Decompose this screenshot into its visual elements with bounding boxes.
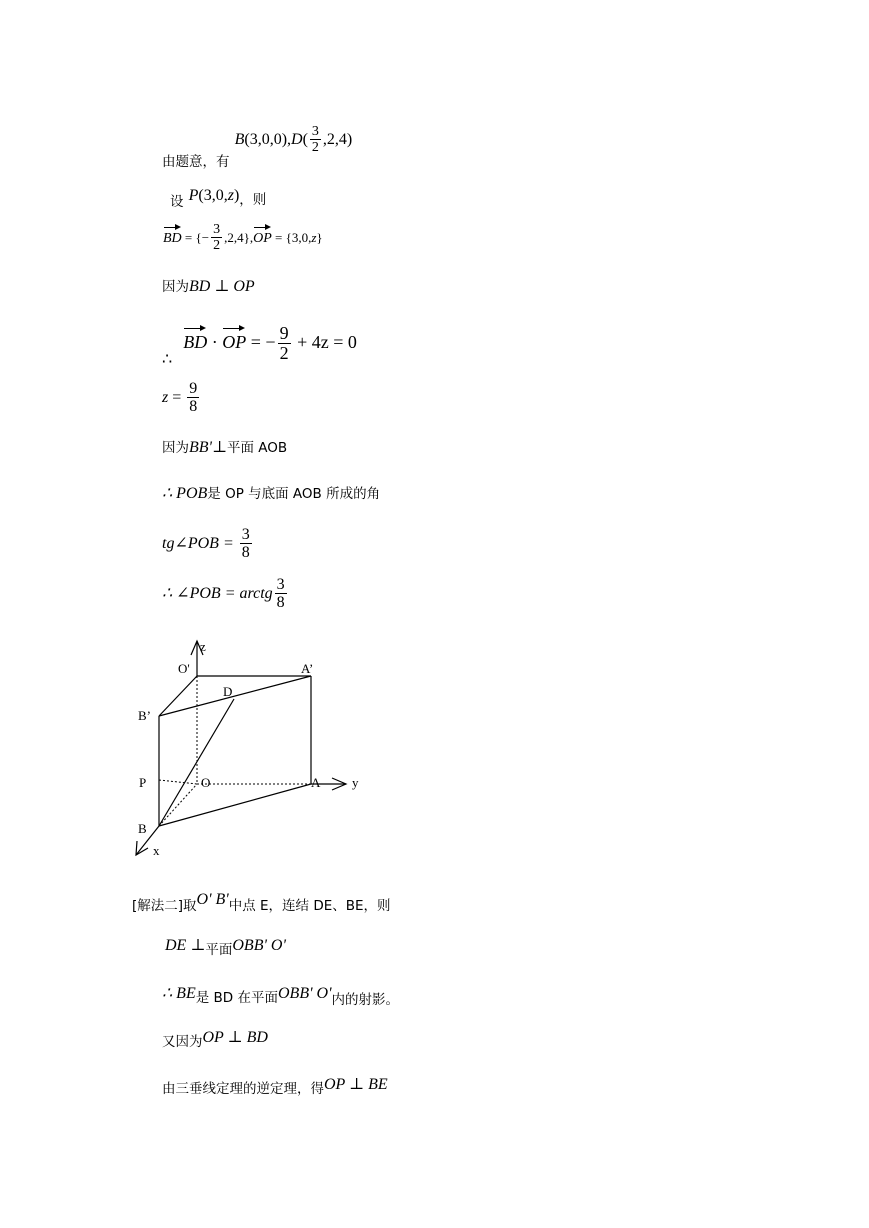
line-prefix: 由三垂线定理的逆定理，得 (162, 1081, 324, 1097)
line-suffix: 平面 AOB (227, 440, 288, 456)
therefore-sign: ∴ (162, 351, 173, 368)
line-prefix: 因为 (162, 279, 189, 295)
line-text: 平面 (205, 942, 233, 958)
label-y: y (352, 775, 359, 790)
numerator: 3 (241, 526, 250, 543)
line-text: 是 BD 在平面 (195, 990, 278, 1006)
label-o: O (201, 775, 211, 790)
line-pob-angle (162, 482, 380, 503)
math-expr: ∴ POB (162, 485, 208, 502)
fraction (278, 324, 291, 363)
line-tan (162, 526, 254, 561)
var-z: z (227, 187, 234, 204)
fraction (310, 124, 321, 155)
dot: · (207, 332, 223, 352)
denominator: 2 (213, 238, 221, 253)
line-prefix: 因为 (162, 440, 189, 456)
coords: = {3,0, (271, 230, 312, 245)
label-o-top: O' (178, 661, 190, 676)
line-dot-product (162, 323, 357, 368)
paren: ) (233, 187, 240, 204)
numerator: 9 (279, 323, 289, 343)
line-vectors (163, 222, 323, 253)
label-z: z (200, 639, 206, 654)
vector-op: OP (222, 325, 246, 353)
label-p: P (139, 775, 147, 790)
math-expr: DE ⊥ (165, 937, 206, 954)
hidden-edge-b-o (159, 784, 197, 826)
denominator: 8 (189, 398, 198, 415)
numerator: 3 (213, 222, 221, 237)
fraction (211, 222, 222, 253)
point-d-rest: ,2,4) (322, 131, 353, 148)
fraction (187, 380, 199, 415)
numerator: 9 (189, 380, 198, 397)
line-arctan (162, 576, 289, 611)
segment-bd (159, 699, 234, 826)
vector-op: OP (253, 224, 272, 247)
line-projection (162, 982, 399, 1008)
line-suffix: 是 OP 与底面 AOB 所成的角 (207, 486, 381, 502)
math-expr: OP ⊥ BD (202, 1029, 268, 1046)
line-bb-perp (162, 436, 287, 457)
fraction (275, 576, 287, 611)
label-a-top: A’ (301, 661, 314, 676)
point-d: D (291, 131, 303, 148)
line-prefix: [解法二]取 (132, 898, 197, 914)
fraction (240, 526, 252, 561)
line-de-perp (165, 934, 286, 958)
numerator: 3 (276, 576, 285, 593)
denominator: 2 (311, 140, 319, 155)
prism-figure (128, 636, 368, 866)
math-expr: ∴ ∠POB = arctg (162, 585, 273, 602)
coords: ,2,4}, (224, 230, 254, 245)
denominator: 8 (276, 594, 285, 611)
line-z-value (162, 380, 201, 415)
var-z: z (162, 389, 169, 406)
line-op-perp-bd (162, 1026, 268, 1050)
denominator: 2 (279, 343, 289, 363)
coords: (3,0, (198, 187, 228, 204)
line-suffix: 内的射影。 (331, 992, 399, 1008)
math-expr: O' B' (196, 891, 229, 908)
point-b: B (234, 131, 245, 148)
hidden-edge-p-o (159, 780, 197, 784)
equals: = − (246, 332, 276, 352)
point-p: P (188, 187, 199, 204)
vector-bd: BD (183, 325, 207, 353)
label-a: A (311, 775, 321, 790)
line-prefix: 由题意，有 (162, 154, 230, 170)
line-suffix: ，则 (239, 192, 267, 208)
line-conclusion (162, 1073, 388, 1097)
line-because-perp (162, 275, 255, 296)
math-expr: BD ⊥ OP (189, 278, 255, 295)
equals: = (168, 389, 186, 406)
line-prefix: 设 (170, 194, 184, 210)
line-suffix: 中点 E，连结 DE、BE，则 (228, 898, 391, 914)
math-expr: tg∠POB = (162, 535, 238, 552)
paren: ( (302, 131, 308, 148)
label-b: B (138, 821, 147, 836)
brace: } (316, 230, 323, 245)
line-given-points (162, 124, 353, 170)
line-prefix: 又因为 (162, 1034, 203, 1050)
edge-b-a-top (159, 676, 311, 716)
edge-b-a (159, 784, 311, 826)
label-d: D (223, 684, 233, 699)
var-z: z (311, 230, 317, 245)
vector-bd: BD (163, 224, 182, 247)
label-b-top: B’ (138, 708, 151, 723)
edge-o-b-top (159, 676, 197, 716)
equals: = {− (181, 230, 210, 245)
math-expr: ∴ BE (162, 985, 196, 1002)
line-method-two (132, 888, 391, 914)
math-expr: BB'⊥ (189, 439, 228, 456)
math-expr: OP ⊥ BE (324, 1076, 388, 1093)
denominator: 8 (241, 544, 250, 561)
point-b-coords: (3,0,0), (244, 131, 292, 148)
line-let-p (170, 184, 267, 210)
math-expr: OBB' O' (232, 937, 286, 954)
label-x: x (153, 843, 160, 858)
math-expr: + 4z = 0 (292, 332, 357, 352)
numerator: 3 (311, 124, 319, 139)
math-expr: OBB' O' (277, 985, 332, 1002)
